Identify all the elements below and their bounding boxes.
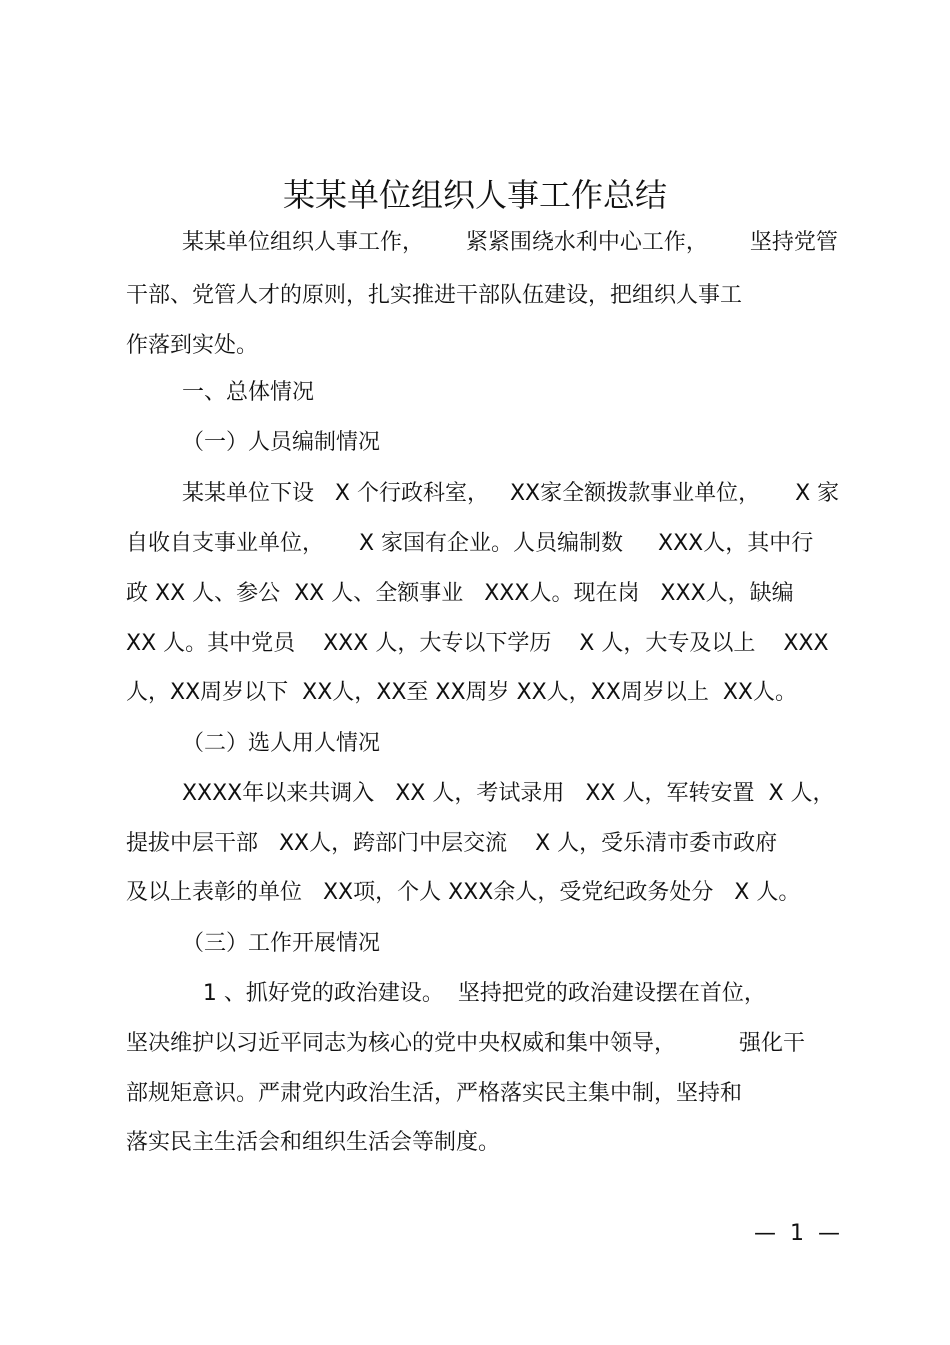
paragraph-work-line-2: 坚决维护以习近平同志为核心的党中央权威和集中领导， 强化干 bbox=[126, 1031, 805, 1056]
paragraph-staffing-line-4: XX 人。其中党员 XXX 人，大专以下学历 X 人，大专及以上 XXX bbox=[126, 631, 829, 656]
paragraph-staffing-line-2: 自收自支事业单位， X 家国有企业。人员编制数 XXX人，其中行 bbox=[126, 531, 814, 556]
paragraph-selection-line-2: 提拔中层干部 XX人，跨部门中层交流 X 人，受乐清市委市政府 bbox=[126, 831, 778, 856]
paragraph-intro-line-2: 干部、党管人才的原则，扎实推进干部队伍建设，把组织人事工 bbox=[126, 283, 743, 308]
paragraph-work-line-4: 落实民主生活会和组织生活会等制度。 bbox=[126, 1130, 501, 1155]
page-number: — 1 — bbox=[754, 1221, 840, 1246]
subsection-heading-staffing: （一）人员编制情况 bbox=[126, 430, 380, 455]
subsection-heading-work: （三）工作开展情况 bbox=[126, 931, 380, 956]
paragraph-work-line-3: 部规矩意识。严肃党内政治生活，严格落实民主集中制，坚持和 bbox=[126, 1081, 743, 1106]
paragraph-work-line-1: 1 、抓好党的政治建设。 坚持把党的政治建设摆在首位， bbox=[126, 981, 766, 1006]
paragraph-staffing-line-5: 人，XX周岁以下 XX人，XX至 XX周岁 XX人，XX周岁以上 XX人。 bbox=[126, 680, 797, 705]
paragraph-intro-line-3: 作落到实处。 bbox=[126, 333, 259, 358]
paragraph-intro-line-1: 某某单位组织人事工作， 紧紧围绕水利中心工作， 坚持党管 bbox=[126, 230, 838, 255]
paragraph-staffing-line-1: 某某单位下设 X 个行政科室， XX家全额拨款事业单位， X 家 bbox=[126, 481, 840, 506]
paragraph-selection-line-3: 及以上表彰的单位 XX项，个人 XXX余人，受党纪政务处分 X 人。 bbox=[126, 880, 801, 905]
paragraph-staffing-line-3: 政 XX 人、参公 XX 人、全额事业 XXX人。现在岗 XXX人，缺编 bbox=[126, 581, 794, 606]
page-title: 某某单位组织人事工作总结 bbox=[282, 176, 667, 214]
paragraph-selection-line-1: XXXX年以来共调入 XX 人，考试录用 XX 人，军转安置 X 人， bbox=[126, 781, 835, 806]
subsection-heading-selection: （二）选人用人情况 bbox=[126, 731, 380, 756]
section-heading-overview: 一、总体情况 bbox=[126, 380, 314, 405]
